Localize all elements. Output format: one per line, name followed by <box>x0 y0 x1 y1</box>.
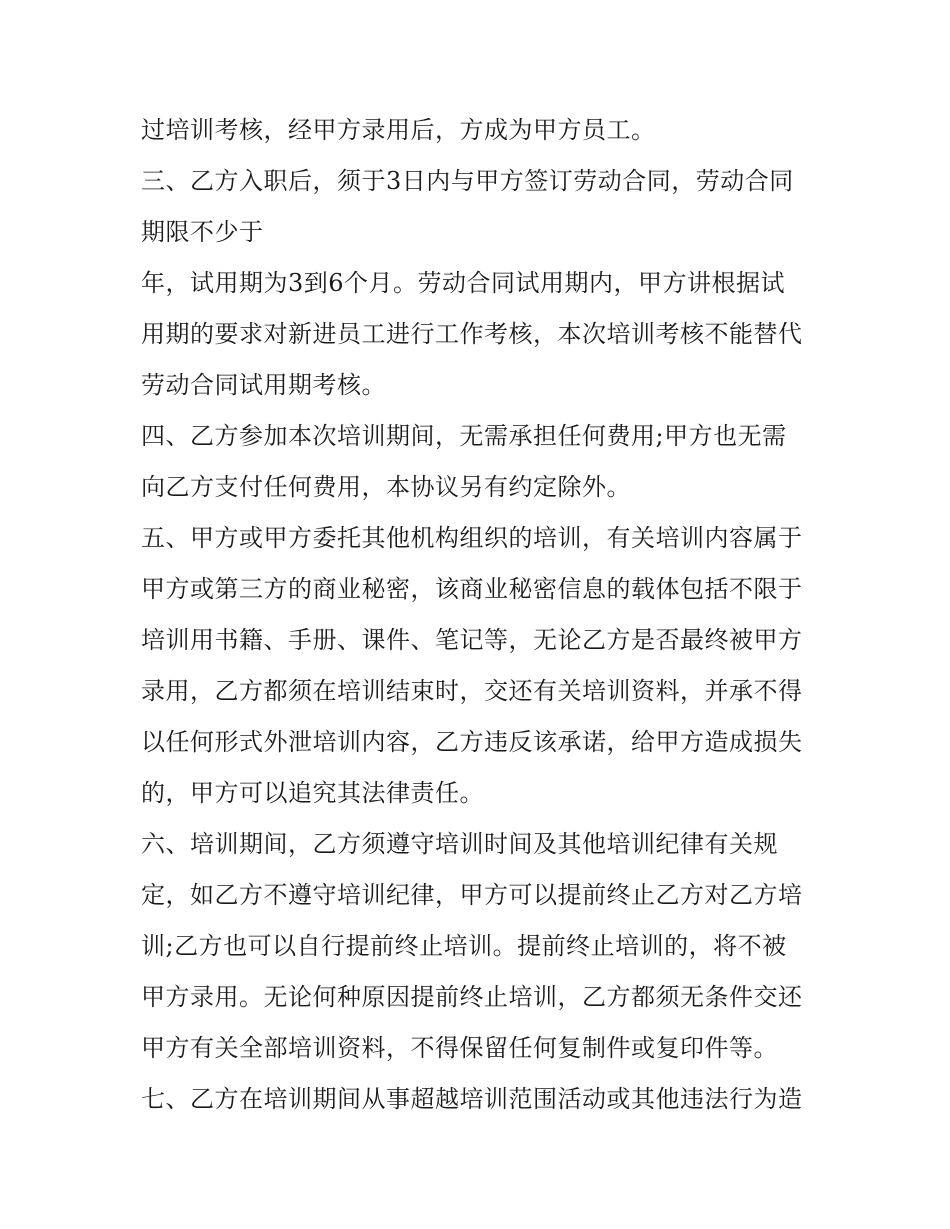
text-line: 甲方或第三方的商业秘密，该商业秘密信息的载体包括不限于 <box>141 575 803 603</box>
text-line: 五、甲方或甲方委托其他机构组织的培训，有关培训内容属于 <box>141 524 803 552</box>
text-line: 四、乙方参加本次培训期间，无需承担任何费用;甲方也无需 <box>141 422 787 450</box>
text-line: 六、培训期间，乙方须遵守培训时间及其他培训纪律有关规 <box>141 830 778 858</box>
text-line: 过培训考核，经甲方录用后，方成为甲方员工。 <box>141 116 656 144</box>
text-line: 期限不少于 <box>141 218 264 246</box>
text-line: 训;乙方也可以自行提前终止培训。提前终止培训的，将不被 <box>141 932 787 960</box>
text-line: 三、乙方入职后，须于3日内与甲方签订劳动合同，劳动合同 <box>141 167 794 195</box>
text-line: 劳动合同试用期考核。 <box>141 371 386 399</box>
text-line: 以任何形式外泄培训内容，乙方违反该承诺，给甲方造成损失 <box>141 728 803 756</box>
text-line: 定，如乙方不遵守培训纪律，甲方可以提前终止乙方对乙方培 <box>141 881 803 909</box>
text-line: 用期的要求对新进员工进行工作考核，本次培训考核不能替代 <box>141 320 803 348</box>
text-line: 甲方录用。无论何种原因提前终止培训，乙方都须无条件交还 <box>141 983 803 1011</box>
text-line: 七、乙方在培训期间从事超越培训范围活动或其他违法行为造 <box>141 1085 803 1113</box>
text-line: 年，试用期为3到6个月。劳动合同试用期内，甲方讲根据试 <box>141 269 786 297</box>
document-body <box>141 105 821 1125</box>
text-line: 培训用书籍、手册、课件、笔记等，无论乙方是否最终被甲方 <box>141 626 803 654</box>
text-line: 向乙方支付任何费用，本协议另有约定除外。 <box>141 473 631 501</box>
text-line: 录用，乙方都须在培训结束时，交还有关培训资料，并承不得 <box>141 677 803 705</box>
text-line: 甲方有关全部培训资料，不得保留任何复制件或复印件等。 <box>141 1034 778 1062</box>
text-line: 的，甲方可以追究其法律责任。 <box>141 779 484 807</box>
